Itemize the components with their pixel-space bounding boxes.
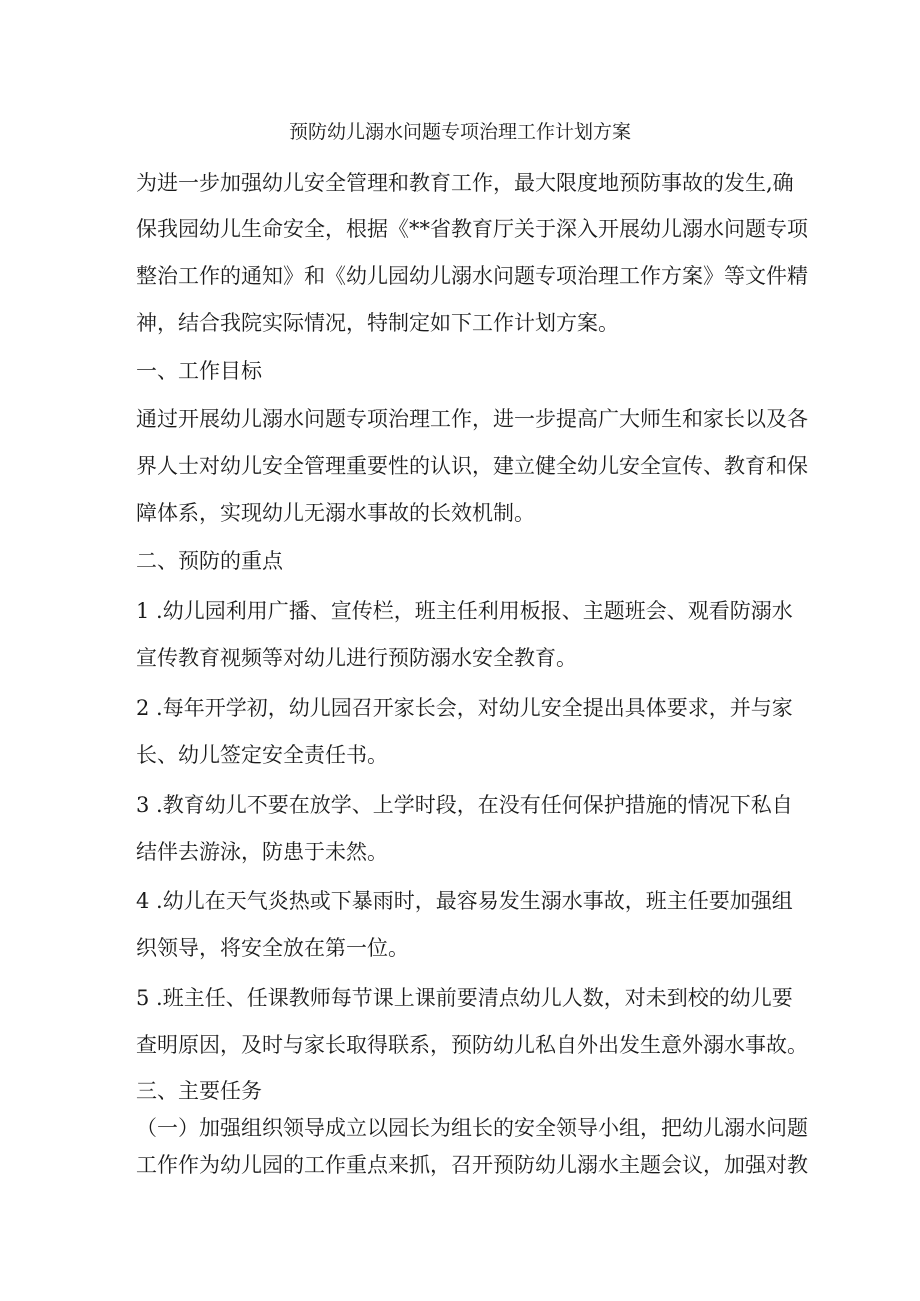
list-item-line: 5 .班主任、任课教师每节课上课前要清点幼儿人数，对未到校的幼儿要 xyxy=(136,986,793,1010)
section-heading: 一、工作目标 xyxy=(136,359,262,383)
paragraph-line: 通过开展幼儿溺水问题专项治理工作，进一步提高广大师生和家长以及各 xyxy=(136,407,808,431)
paragraph-line: 神，结合我院实际情况，特制定如下工作计划方案。 xyxy=(136,311,619,335)
section-heading: 二、预防的重点 xyxy=(136,549,283,573)
list-item-line: 宣传教育视频等对幼儿进行预防溺水安全教育。 xyxy=(136,646,577,670)
paragraph-line: 保我园幼儿生命安全，根据《**省教育厅关于深入开展幼儿溺水问题专项 xyxy=(136,217,808,241)
section-heading: 三、主要任务 xyxy=(136,1079,262,1103)
list-item-line: 4 .幼儿在天气炎热或下暴雨时，最容易发生溺水事故，班主任要加强组 xyxy=(136,889,793,913)
paragraph-line: （一）加强组织领导成立以园长为组长的安全领导小组，把幼儿溺水问题 xyxy=(136,1116,808,1140)
list-item-line: 查明原因，及时与家长取得联系，预防幼儿私自外出发生意外溺水事故。 xyxy=(136,1033,808,1057)
paragraph-line: 工作作为幼儿园的工作重点来抓，召开预防幼儿溺水主题会议，加强对教 xyxy=(136,1153,808,1177)
list-item-line: 结伴去游泳，防患于未然。 xyxy=(136,840,388,864)
list-item-line: 3 .教育幼儿不要在放学、上学时段，在没有任何保护措施的情况下私自 xyxy=(136,793,793,817)
paragraph-line: 为进一步加强幼儿安全管理和教育工作，最大限度地预防事故的发生,确 xyxy=(136,171,794,195)
paragraph-line: 障体系，实现幼儿无溺水事故的长效机制。 xyxy=(136,501,535,525)
list-item-line: 1 .幼儿园利用广播、宣传栏，班主任利用板报、主题班会、观看防溺水 xyxy=(136,599,793,623)
list-item-line: 2 .每年开学初，幼儿园召开家长会，对幼儿安全提出具体要求，并与家 xyxy=(136,696,793,720)
paragraph-line: 整治工作的通知》和《幼儿园幼儿溺水问题专项治理工作方案》等文件精 xyxy=(136,264,808,288)
document-title: 预防幼儿溺水问题专项治理工作计划方案 xyxy=(288,121,631,143)
list-item-line: 织领导，将安全放在第一位。 xyxy=(136,936,409,960)
list-item-line: 长、幼儿签定安全责任书。 xyxy=(136,743,388,767)
paragraph-line: 界人士对幼儿安全管理重要性的认识，建立健全幼儿安全宣传、教育和保 xyxy=(136,454,808,478)
